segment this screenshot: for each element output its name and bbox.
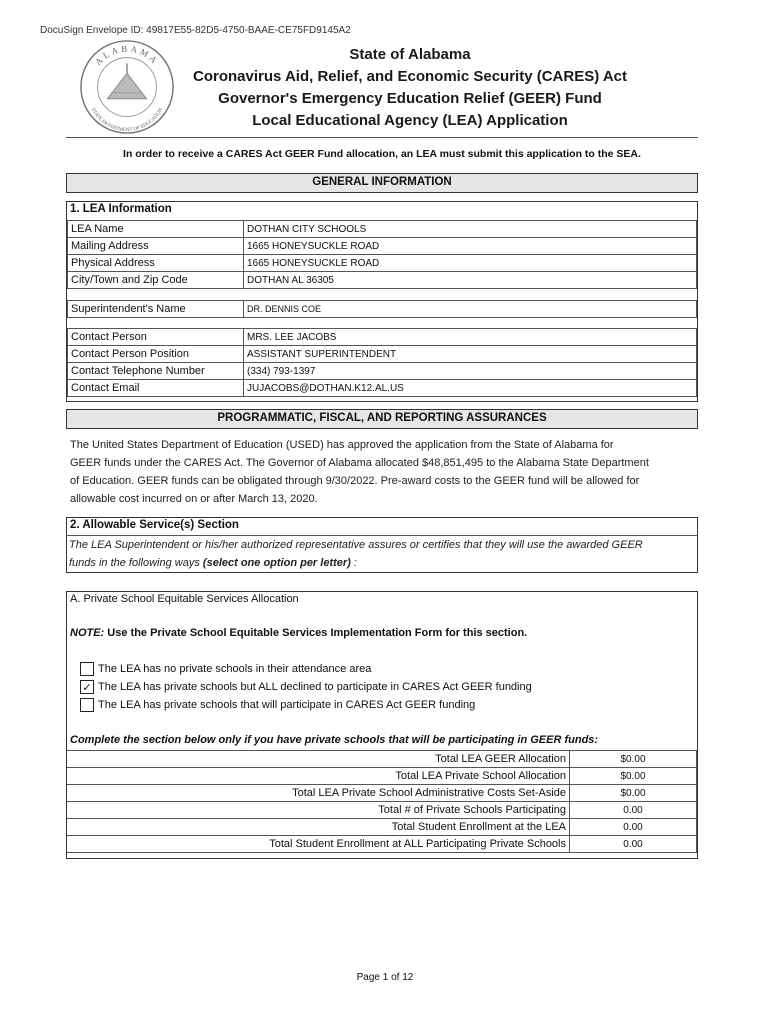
table-row	[68, 380, 697, 397]
lea-geer-allocation-value[interactable]: $0.00	[570, 751, 697, 768]
table-row	[68, 346, 697, 363]
table-row	[68, 255, 697, 272]
assurances-line: The United States Department of Education (USED) has approved the application from the State of Alabama for	[70, 439, 614, 451]
option-label: The LEA has no private schools in their attendance area	[98, 662, 372, 675]
table-row	[67, 836, 697, 853]
table-row	[68, 238, 697, 255]
option-label: The LEA has private schools but ALL declined to participate in CARES Act GEER funding	[98, 680, 532, 693]
admin-costs-value[interactable]: $0.00	[570, 785, 697, 802]
option-no-private-schools[interactable]	[80, 662, 371, 676]
note-text: Use the Private School Equitable Services Implementation Form for this section.	[107, 627, 528, 639]
financial-label: Total LEA Private School Administrative Costs Set-Aside	[67, 785, 570, 802]
assurances-line: of Education. GEER funds can be obligated through 9/30/2022. Pre-award costs to the GEER fund will be allowed for	[70, 475, 640, 487]
financial-label: Total LEA GEER Allocation	[67, 751, 570, 768]
contact-person-value[interactable]: MRS. LEE JACOBS	[244, 329, 697, 346]
assurances-line: allowable cost incurred on or after March 13, 2020.	[70, 493, 318, 505]
lea-name-value[interactable]: DOTHAN CITY SCHOOLS	[244, 221, 697, 238]
table-row	[68, 221, 697, 238]
services-desc-line-2	[69, 554, 697, 572]
table-row	[68, 272, 697, 289]
services-desc-tail: :	[350, 557, 357, 569]
superintendent-value[interactable]: DR. DENNIS COE	[244, 301, 697, 318]
checkbox-icon[interactable]	[80, 662, 94, 676]
complete-section-note: Complete the section below only if you have private schools that will be participating in GEER funds:	[70, 734, 599, 746]
checkbox-icon[interactable]	[80, 698, 94, 712]
table-row	[67, 819, 697, 836]
field-label: Superintendent's Name	[68, 301, 244, 318]
services-description	[69, 536, 697, 572]
field-label: Contact Email	[68, 380, 244, 397]
field-label: Mailing Address	[68, 238, 244, 255]
title-line-1: State of Alabama	[349, 46, 471, 63]
services-desc-plain: funds in the following ways	[69, 557, 203, 569]
table-row	[68, 301, 697, 318]
field-label: Contact Telephone Number	[68, 363, 244, 380]
contact-email-value[interactable]: JUJACOBS@DOTHAN.K12.AL.US	[244, 380, 697, 397]
private-school-financials-table	[67, 750, 697, 853]
assurances-line: GEER funds under the CARES Act. The Governor of Alabama allocated $48,851,495 to the Alabama State Department	[70, 457, 649, 469]
mailing-address-value[interactable]: 1665 HONEYSUCKLE ROAD	[244, 238, 697, 255]
assurances-paragraph	[70, 436, 700, 508]
field-label: Contact Person Position	[68, 346, 244, 363]
table-row	[68, 329, 697, 346]
alabama-seal-icon	[78, 38, 176, 136]
svg-text:STATE DEPARTMENT OF EDUCATION	[90, 107, 164, 133]
financial-label: Total # of Private Schools Participating	[67, 802, 570, 819]
contact-position-value[interactable]: ASSISTANT SUPERINTENDENT	[244, 346, 697, 363]
option-will-participate[interactable]	[80, 698, 475, 712]
field-label: Physical Address	[68, 255, 244, 272]
checkbox-checked-icon[interactable]: ✓	[80, 680, 94, 694]
contact-table	[67, 328, 697, 397]
note-label: NOTE:	[70, 627, 105, 639]
private-school-allocation-value[interactable]: $0.00	[570, 768, 697, 785]
table-row	[67, 785, 697, 802]
lea-details-table	[67, 220, 697, 289]
contact-phone-value[interactable]: (334) 793-1397	[244, 363, 697, 380]
intro-text: In order to receive a CARES Act GEER Fund allocation, an LEA must submit this application to the SEA.	[123, 148, 641, 160]
title-line-3: Governor's Emergency Education Relief (GEER) Fund	[218, 90, 602, 107]
document-title	[190, 44, 630, 132]
assurances-band: PROGRAMMATIC, FISCAL, AND REPORTING ASSURANCES	[66, 409, 698, 429]
page-number: Page 1 of 12	[356, 972, 414, 983]
table-row	[67, 768, 697, 785]
city-zip-value[interactable]: DOTHAN AL 36305	[244, 272, 697, 289]
superintendent-table	[67, 300, 697, 318]
docusign-envelope-id: DocuSign Envelope ID: 49817E55-82D5-4750-BAAE-CE75FD9145A2	[40, 25, 351, 36]
option-all-declined[interactable]	[80, 680, 532, 694]
services-desc-line: The LEA Superintendent or his/her authorized representative assures or certifies that they will use the awarded GEER	[69, 539, 643, 551]
table-row	[67, 802, 697, 819]
financial-label: Total Student Enrollment at the LEA	[67, 819, 570, 836]
title-line-4: Local Educational Agency (LEA) Application	[252, 112, 568, 129]
title-divider	[66, 137, 698, 138]
seal-bottom-text: STATE DEPARTMENT OF EDUCATION	[89, 107, 165, 134]
private-enrollment-value[interactable]: 0.00	[570, 836, 697, 853]
allowable-services-title: 2. Allowable Service(s) Section	[70, 519, 239, 531]
private-school-note	[70, 627, 527, 639]
financial-label: Total Student Enrollment at ALL Participating Private Schools	[67, 836, 570, 853]
field-label: City/Town and Zip Code	[68, 272, 244, 289]
private-school-title: A. Private School Equitable Services Allocation	[70, 593, 299, 605]
table-row	[67, 751, 697, 768]
title-line-2: Coronavirus Aid, Relief, and Economic Security (CARES) Act	[193, 68, 627, 85]
lea-enrollment-value[interactable]: 0.00	[570, 819, 697, 836]
services-desc-bold: (select one option per letter)	[202, 557, 351, 569]
physical-address-value[interactable]: 1665 HONEYSUCKLE ROAD	[244, 255, 697, 272]
seal-top-text: ALABAMA	[92, 43, 162, 67]
option-label: The LEA has private schools that will participate in CARES Act GEER funding	[98, 698, 476, 711]
schools-participating-value[interactable]: 0.00	[570, 802, 697, 819]
financial-label: Total LEA Private School Allocation	[67, 768, 570, 785]
table-row	[68, 363, 697, 380]
general-information-band: GENERAL INFORMATION	[66, 173, 698, 193]
field-label: LEA Name	[68, 221, 244, 238]
field-label: Contact Person	[68, 329, 244, 346]
lea-information-title: 1. LEA Information	[70, 203, 172, 215]
